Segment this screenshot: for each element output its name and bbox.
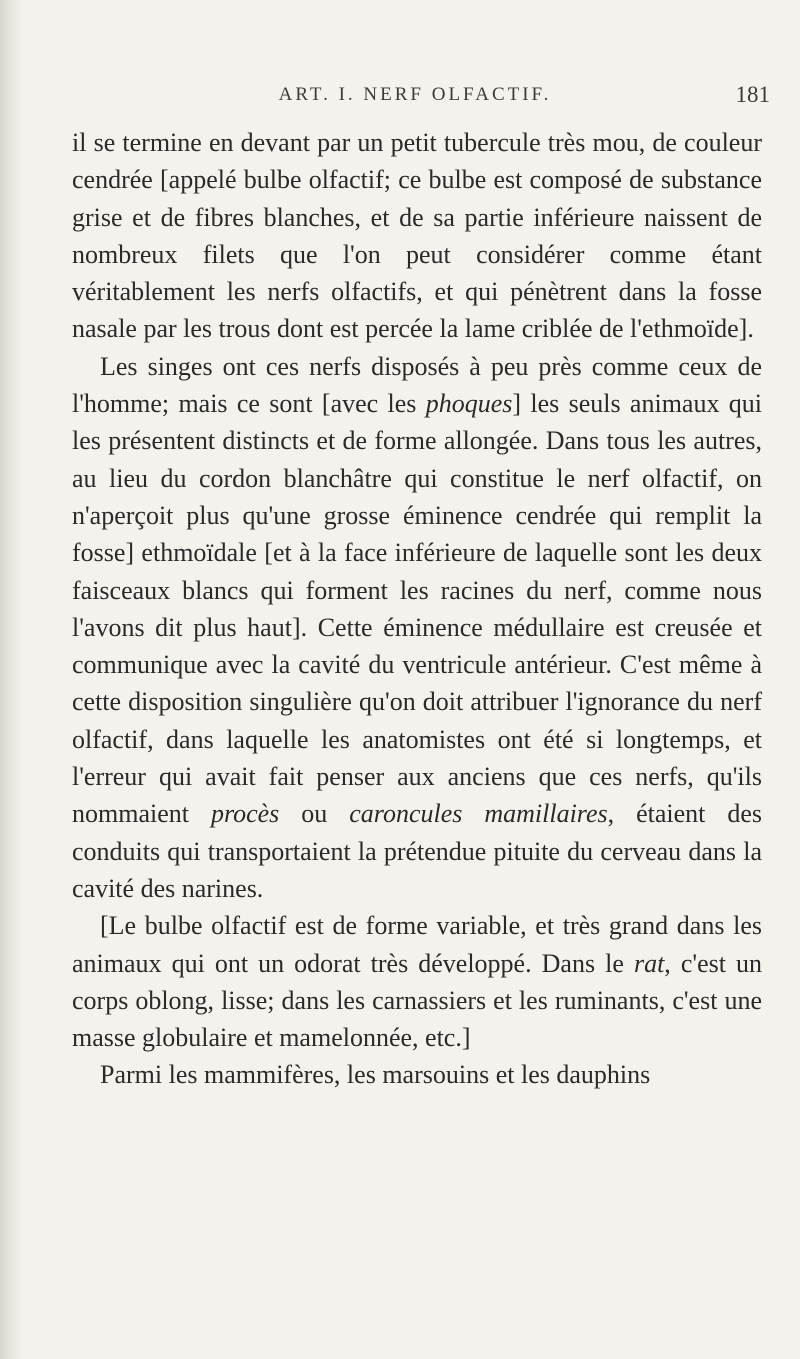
running-head: [60, 84, 770, 114]
page-number: 181: [735, 82, 770, 107]
paragraph: [Le bulbe olfactif est de forme variable, et très grand dans les animaux qui ont un odorat très développé. Dans le rat, c'est un corps oblong, lisse; dans les carnassiers et les ruminants, c'est une masse globulaire et mamelonnée, etc.]: [72, 911, 763, 1053]
paragraph: Parmi les mammifères, les marsouins et les dauphins: [100, 1060, 651, 1090]
paragraph: il se termine en devant par un petit tubercule très mou, de couleur cendrée [appelé bulbe olfactif; ce bulbe est composé de substance grise et de fibres blanches, et de sa partie inférieure naissent de nombreux filets que l'on peut considérer comme étant véritablement les nerfs olfactifs, et qui pénètrent dans la fosse nasale par les trous dont est percée la lame criblée de l'ethmoïde].: [72, 128, 762, 344]
page-edge-shadow: [0, 0, 22, 1359]
paragraph: Les singes ont ces nerfs disposés à peu près comme ceux de l'homme; mais ce sont [avec les phoques] les seuls animaux qui les présentent distincts et de forme allongée. Dans tous les autres, au lieu du cordon blanchâtre qui constitue le nerf olfactif, on n'aperçoit plus qu'une grosse éminence cendrée qui remplit la fosse] ethmoïdale [et à la face inférieure de laquelle sont les deux faisceaux blancs qui forment les racines du nerf, comme nous l'avons dit plus haut]. Cette éminence médullaire est creusée et communique avec la cavité du ventricule antérieur. C'est même à cette disposition singulière qu'on doit attribuer l'ignorance du nerf olfactif, dans laquelle les anatomistes ont été si longtemps, et l'erreur qui avait fait penser aux anciens que ces nerfs, qu'ils nommaient procès ou caroncules mamillaires, étaient des conduits qui transportaient la prétendue pituite du cerveau dans la cavité des narines.: [72, 351, 763, 903]
body-text: [72, 124, 762, 1094]
running-title: ART. I. NERF OLFACTIF.: [278, 84, 552, 105]
